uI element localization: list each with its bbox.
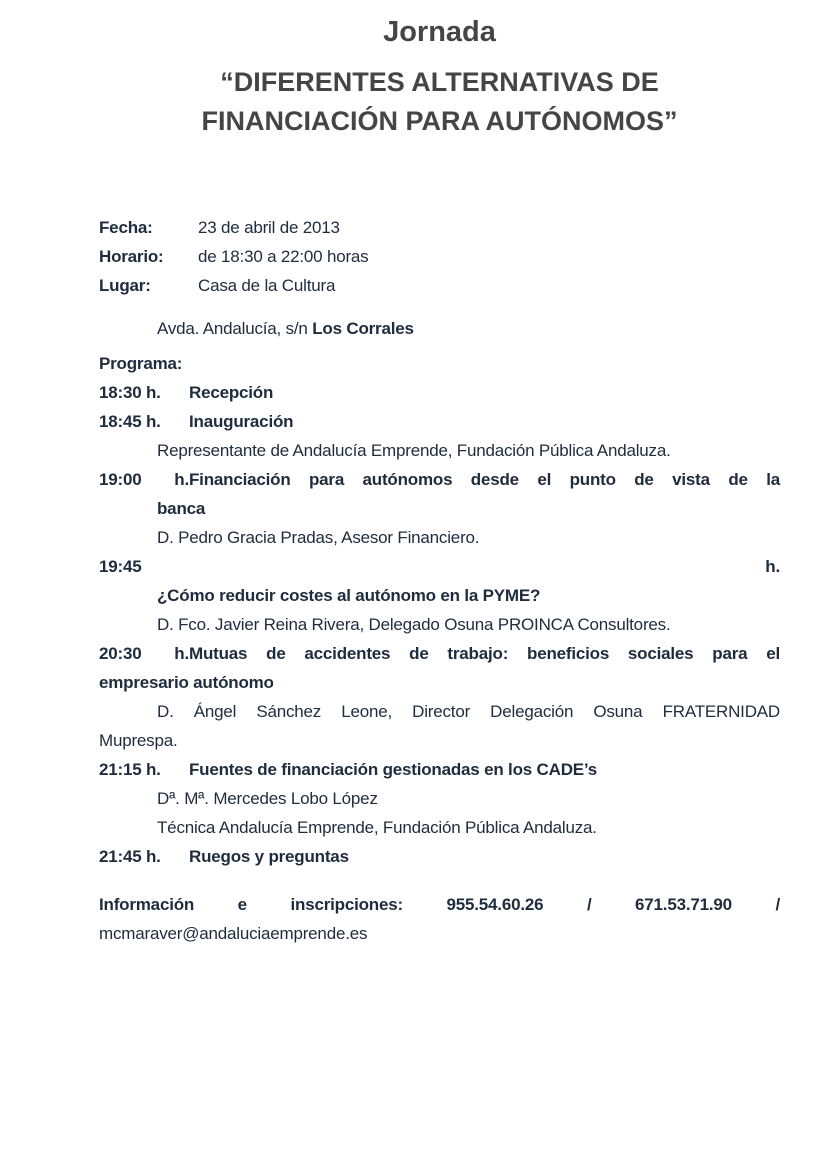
subtitle-line-2: FINANCIACIÓN PARA AUTÓNOMOS” [201,106,678,136]
schedule [99,378,780,871]
speaker-line: D. Fco. Javier Reina Rivera, Delegado Osuna PROINCA Consultores. [157,615,671,634]
schedule-row [99,552,780,581]
time-label: 19:45 [99,557,142,576]
session-title-line-2: banca [157,499,206,518]
speaker-line-1: D. Ángel Sánchez Leone, Director Delegación Osuna FRATERNIDAD [157,702,780,721]
speaker-line: Técnica Andalucía Emprende, Fundación Pública Andaluza. [157,818,597,837]
schedule-row [99,755,780,784]
info-row-horario [99,242,780,271]
programa-heading: Programa: [99,354,183,373]
time-suffix: h. [765,557,780,576]
document-subtitle [99,63,780,141]
lugar-label: Lugar: [99,276,151,295]
contact-email: mcmaraver@andaluciaemprende.es [99,924,368,943]
subtitle-line-1: “DIFERENTES ALTERNATIVAS DE [220,67,659,97]
session-title: Recepción [189,383,274,402]
lugar-value: Casa de la Cultura [198,276,336,295]
session-title: ¿Cómo reducir costes al autónomo en la PYME? [157,586,541,605]
fecha-label: Fecha: [99,218,153,237]
session-title-line-2: empresario autónomo [99,673,274,692]
time-label: 18:45 h. [99,412,161,431]
info-row-fecha [99,213,780,242]
document-content [99,14,780,948]
horario-label: Horario: [99,247,164,266]
speaker-line: Representante de Andalucía Emprende, Fundación Pública Andaluza. [157,441,671,460]
time-label: 18:30 h. [99,383,161,402]
address-town: Los Corrales [312,319,414,338]
session-title: Fuentes de financiación gestionadas en los CADE’s [189,760,598,779]
time-label: 20:30 h. [99,644,189,663]
event-info [99,213,780,300]
time-label: 21:15 h. [99,760,161,779]
session-title-line-1: Financiación para autónomos desde el punto de vista de la [189,470,780,489]
address-line [99,314,780,343]
info-row-lugar [99,271,780,300]
schedule-row [99,378,780,407]
time-label: 21:45 h. [99,847,161,866]
document-title: Jornada [383,16,496,48]
fecha-value: 23 de abril de 2013 [198,218,340,237]
schedule-row [99,465,780,494]
schedule-row [99,407,780,436]
address-text: Avda. Andalucía, s/n [157,319,313,338]
session-title: Inauguración [189,412,294,431]
speaker-line: D. Pedro Gracia Pradas, Asesor Financiero. [157,528,480,547]
session-title: Ruegos y preguntas [189,847,349,866]
contact-info-line: Información e inscripciones: 955.54.60.26 / 671.53.71.90 / [99,895,780,914]
speaker-line: Dª. Mª. Mercedes Lobo López [157,789,378,808]
horario-value: de 18:30 a 22:00 horas [198,247,369,266]
speaker-line-2: Muprespa. [99,731,178,750]
time-label: 19:00 h. [99,470,189,489]
schedule-row [99,842,780,871]
contact-block [99,890,780,948]
schedule-row [99,639,780,668]
session-title-line-1: Mutuas de accidentes de trabajo: beneficios sociales para el [189,644,780,663]
